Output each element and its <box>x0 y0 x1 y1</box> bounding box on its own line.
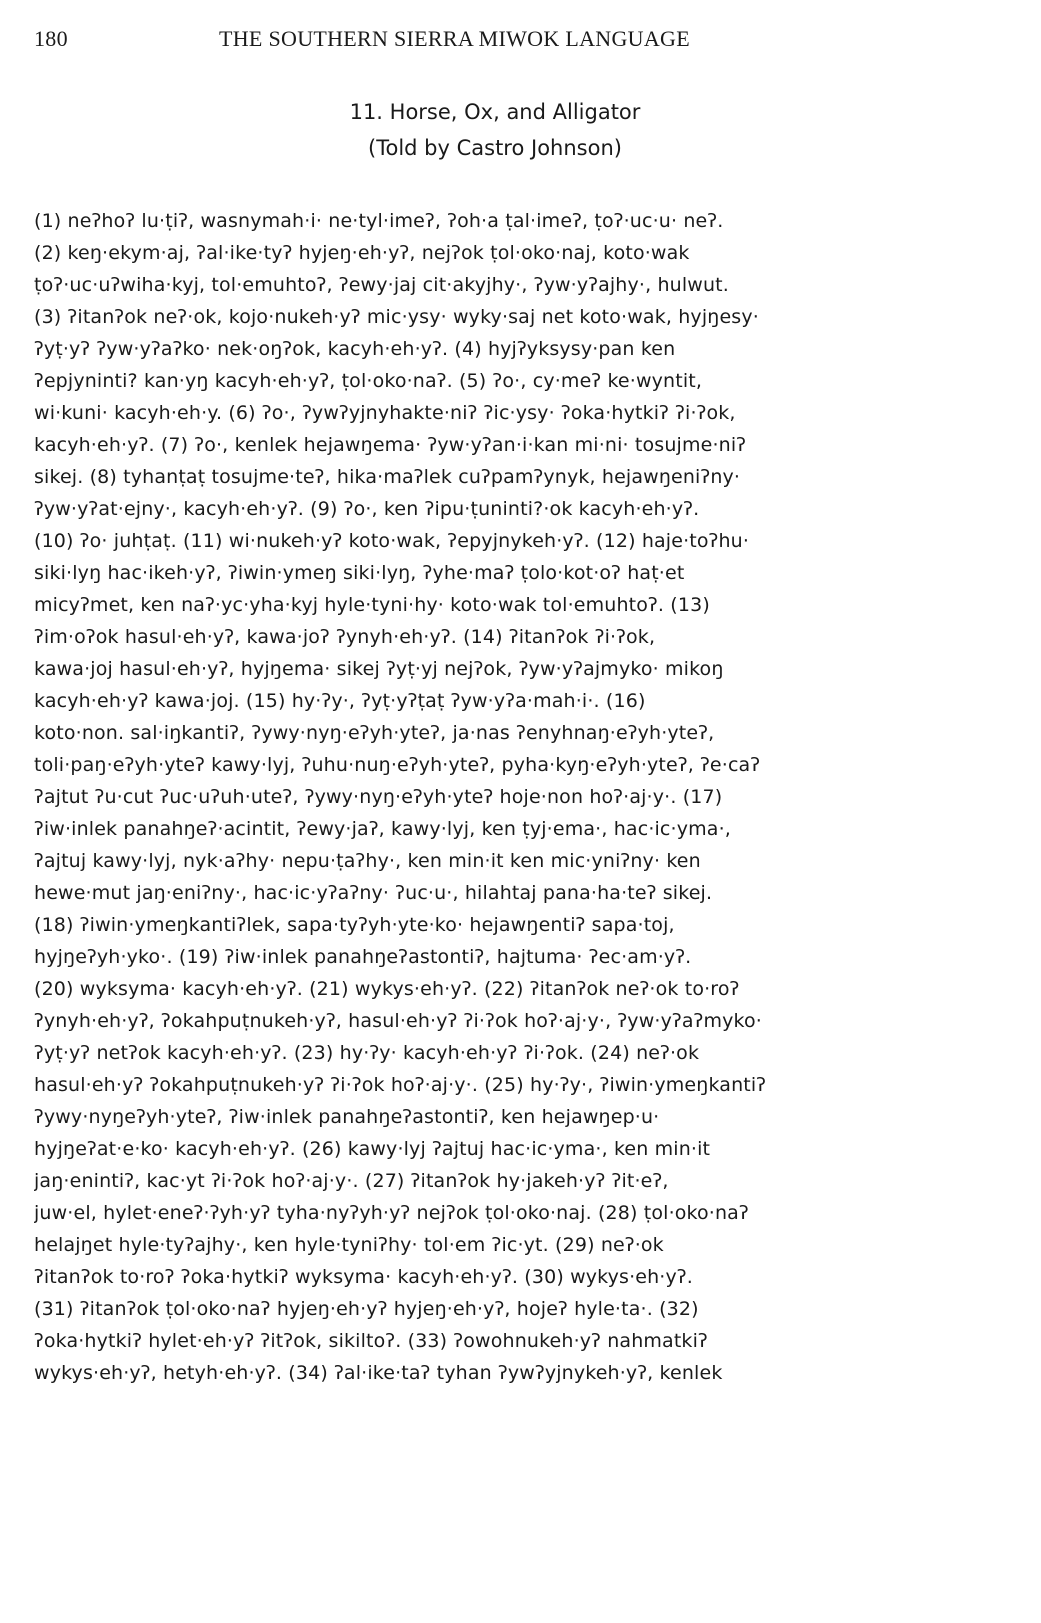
text-line: juw·el, hylet·eneʔ·ʔyh·yʔ tyha·nyʔyh·yʔ nejʔok ṭol·oko·naj. (28) ṭol·oko·naʔ <box>34 1202 749 1224</box>
text-line: kacyh·eh·yʔ kawa·joj. (15) hy·ʔy·, ʔyṭ·yʔṭaṭ ʔyw·yʔa·mah·i·. (16) <box>34 690 646 712</box>
text-line: ʔepjyninti? kan·yŋ kacyh·eh·yʔ, ṭol·oko·naʔ. (5) ʔo·, cy·meʔ ke·wyntit, <box>34 370 703 392</box>
text-line: kacyh·eh·yʔ. (7) ʔo·, kenlek hejawŋema· ʔyw·yʔan·i·kan mi·ni· tosujme·niʔ <box>34 434 747 456</box>
story-text <box>34 205 974 1517</box>
text-line: hyjŋeʔat·e·ko· kacyh·eh·yʔ. (26) kawy·lyj ʔajtuj hac·ic·yma·, ken min·it <box>34 1138 711 1160</box>
text-line: ʔim·oʔok hasul·eh·yʔ, kawa·joʔ ʔynyh·eh·yʔ. (14) ʔitanʔok ʔi·ʔok, <box>34 626 656 648</box>
text-line <box>34 1421 974 1453</box>
text-line: ʔiw·inlek panahŋeʔ·acintit, ʔewy·jaʔ, kawy·lyj, ken ṭyj·ema·, hac·ic·yma·, <box>34 818 731 840</box>
running-title: THE SOUTHERN SIERRA MIWOK LANGUAGE <box>219 26 690 51</box>
text-line: ʔyṭ·yʔ ʔyw·yʔaʔko· nek·oŋʔok, kacyh·eh·yʔ. (4) hyjʔyksysy·pan ken <box>34 338 676 360</box>
text-line: (18) ʔiwin·ymeŋkantiʔlek, sapa·tyʔyh·yte·ko· hejawŋentiʔ sapa·toj, <box>34 914 675 936</box>
page-number: 180 <box>34 26 68 51</box>
text-line <box>34 1453 974 1485</box>
text-line: micyʔmet, ken naʔ·yc·yha·kyj hyle·tyni·hy· koto·wak tol·emuhtoʔ. (13) <box>34 594 710 616</box>
text-line: toli·paŋ·eʔyh·yteʔ kawy·lyj, ʔuhu·nuŋ·eʔyh·yteʔ, pyha·kyŋ·eʔyh·yteʔ, ʔe·caʔ <box>34 754 761 776</box>
text-line: wykys·eh·yʔ, hetyh·eh·yʔ. (34) ʔal·ike·taʔ tyhan ʔywʔyjnykeh·yʔ, kenlek <box>34 1362 723 1384</box>
text-line: ʔajtut ʔu·cut ʔuc·uʔuh·uteʔ, ʔywy·nyŋ·eʔyh·yteʔ hoje·non hoʔ·aj·y·. (17) <box>34 786 723 808</box>
text-line: hyjŋeʔyh·yko·. (19) ʔiw·inlek panahŋeʔastontiʔ, hajtuma· ʔec·am·yʔ. <box>34 946 692 968</box>
text-line: jaŋ·enintiʔ, kac·yt ʔi·ʔok hoʔ·aj·y·. (27) ʔitanʔok hy·jakeh·yʔ ʔit·eʔ, <box>34 1170 669 1192</box>
text-line: ʔynyh·eh·yʔ, ʔokahpuṭnukeh·yʔ, hasul·eh·yʔ ʔi·ʔok hoʔ·aj·y·, ʔyw·yʔaʔmyko· <box>34 1010 762 1032</box>
text-line: ʔywy·nyŋeʔyh·yteʔ, ʔiw·inlek panahŋeʔastontiʔ, ken hejawŋep·u· <box>34 1106 660 1128</box>
story-heading <box>0 94 990 166</box>
running-head <box>34 22 984 52</box>
text-line: wi·kuni· kacyh·eh·y. (6) ʔo·, ʔywʔyjnyhakte·niʔ ʔic·ysy· ʔoka·hytkiʔ ʔi·ʔok, <box>34 402 736 424</box>
text-line <box>34 1485 974 1517</box>
story-attribution: (Told by Castro Johnson) <box>368 136 622 160</box>
story-title: 11. Horse, Ox, and Alligator <box>349 100 641 124</box>
text-line: koto·non. sal·iŋkantiʔ, ʔywy·nyŋ·eʔyh·yteʔ, ja·nas ʔenyhnaŋ·eʔyh·yteʔ, <box>34 722 715 744</box>
text-line: (20) wyksyma· kacyh·eh·yʔ. (21) wykys·eh·yʔ. (22) ʔitanʔok neʔ·ok to·roʔ <box>34 978 740 1000</box>
text-line: sikej. (8) tyhanṭaṭ tosujme·teʔ, hika·maʔlek cuʔpamʔynyk, hejawŋeniʔny· <box>34 466 741 488</box>
text-line: ʔyṭ·yʔ netʔok kacyh·eh·yʔ. (23) hy·ʔy· kacyh·eh·yʔ ʔi·ʔok. (24) neʔ·ok <box>34 1042 700 1064</box>
text-line: (2) keŋ·ekym·aj, ʔal·ike·tyʔ hyjeŋ·eh·yʔ, nejʔok ṭol·oko·naj, koto·wak <box>34 242 690 264</box>
text-line: helajŋet hyle·tyʔajhy·, ken hyle·tyniʔhy· tol·em ʔic·yt. (29) neʔ·ok <box>34 1234 664 1256</box>
text-line: (31) ʔitanʔok ṭol·oko·naʔ hyjeŋ·eh·yʔ hyjeŋ·eh·yʔ, hojeʔ hyle·ta·. (32) <box>34 1298 699 1320</box>
text-line: (1) neʔhoʔ lu·ṭiʔ, wasnymah·i· ne·tyl·imeʔ, ʔoh·a ṭal·imeʔ, ṭoʔ·uc·u· neʔ. <box>34 210 724 232</box>
text-line: ʔyw·yʔat·ejny·, kacyh·eh·yʔ. (9) ʔo·, ken ʔipu·ṭuninti?·ok kacyh·eh·yʔ. <box>34 498 700 520</box>
text-line: ṭoʔ·uc·uʔwiha·kyj, tol·emuhtoʔ, ʔewy·jaj cit·akyjhy·, ʔyw·yʔajhy·, hulwut. <box>34 274 729 296</box>
text-line: (10) ʔo· juhṭaṭ. (11) wi·nukeh·yʔ koto·wak, ʔepyjnykeh·yʔ. (12) haje·toʔhu· <box>34 530 750 552</box>
text-line: kawa·joj hasul·eh·yʔ, hyjŋema· sikej ʔyṭ·yj nejʔok, ʔyw·yʔajmyko· mikoŋ <box>34 658 724 680</box>
text-line: (3) ʔitanʔok neʔ·ok, kojo·nukeh·yʔ mic·ysy· wyky·saj net koto·wak, hyjŋesy· <box>34 306 759 328</box>
text-line: ʔajtuj kawy·lyj, nyk·aʔhy· nepu·ṭaʔhy·, ken min·it ken mic·yniʔny· ken <box>34 850 701 872</box>
text-line: ʔitanʔok to·roʔ ʔoka·hytkiʔ wyksyma· kacyh·eh·yʔ. (30) wykys·eh·yʔ. <box>34 1266 693 1288</box>
text-line <box>34 1389 974 1421</box>
text-line: ʔoka·hytkiʔ hylet·eh·yʔ ʔitʔok, sikiltoʔ. (33) ʔowohnukeh·yʔ nahmatkiʔ <box>34 1330 708 1352</box>
text-line: hewe·mut jaŋ·eniʔny·, hac·ic·yʔaʔny· ʔuc·u·, hilahtaj pana·ha·teʔ sikej. <box>34 882 713 904</box>
text-line: siki·lyŋ hac·ikeh·yʔ, ʔiwin·ymeŋ siki·lyŋ, ʔyhe·maʔ ṭolo·kot·oʔ haṭ·et <box>34 562 685 584</box>
text-line: hasul·eh·yʔ ʔokahpuṭnukeh·yʔ ʔi·ʔok hoʔ·aj·y·. (25) hy·ʔy·, ʔiwin·ymeŋkantiʔ <box>34 1074 767 1096</box>
